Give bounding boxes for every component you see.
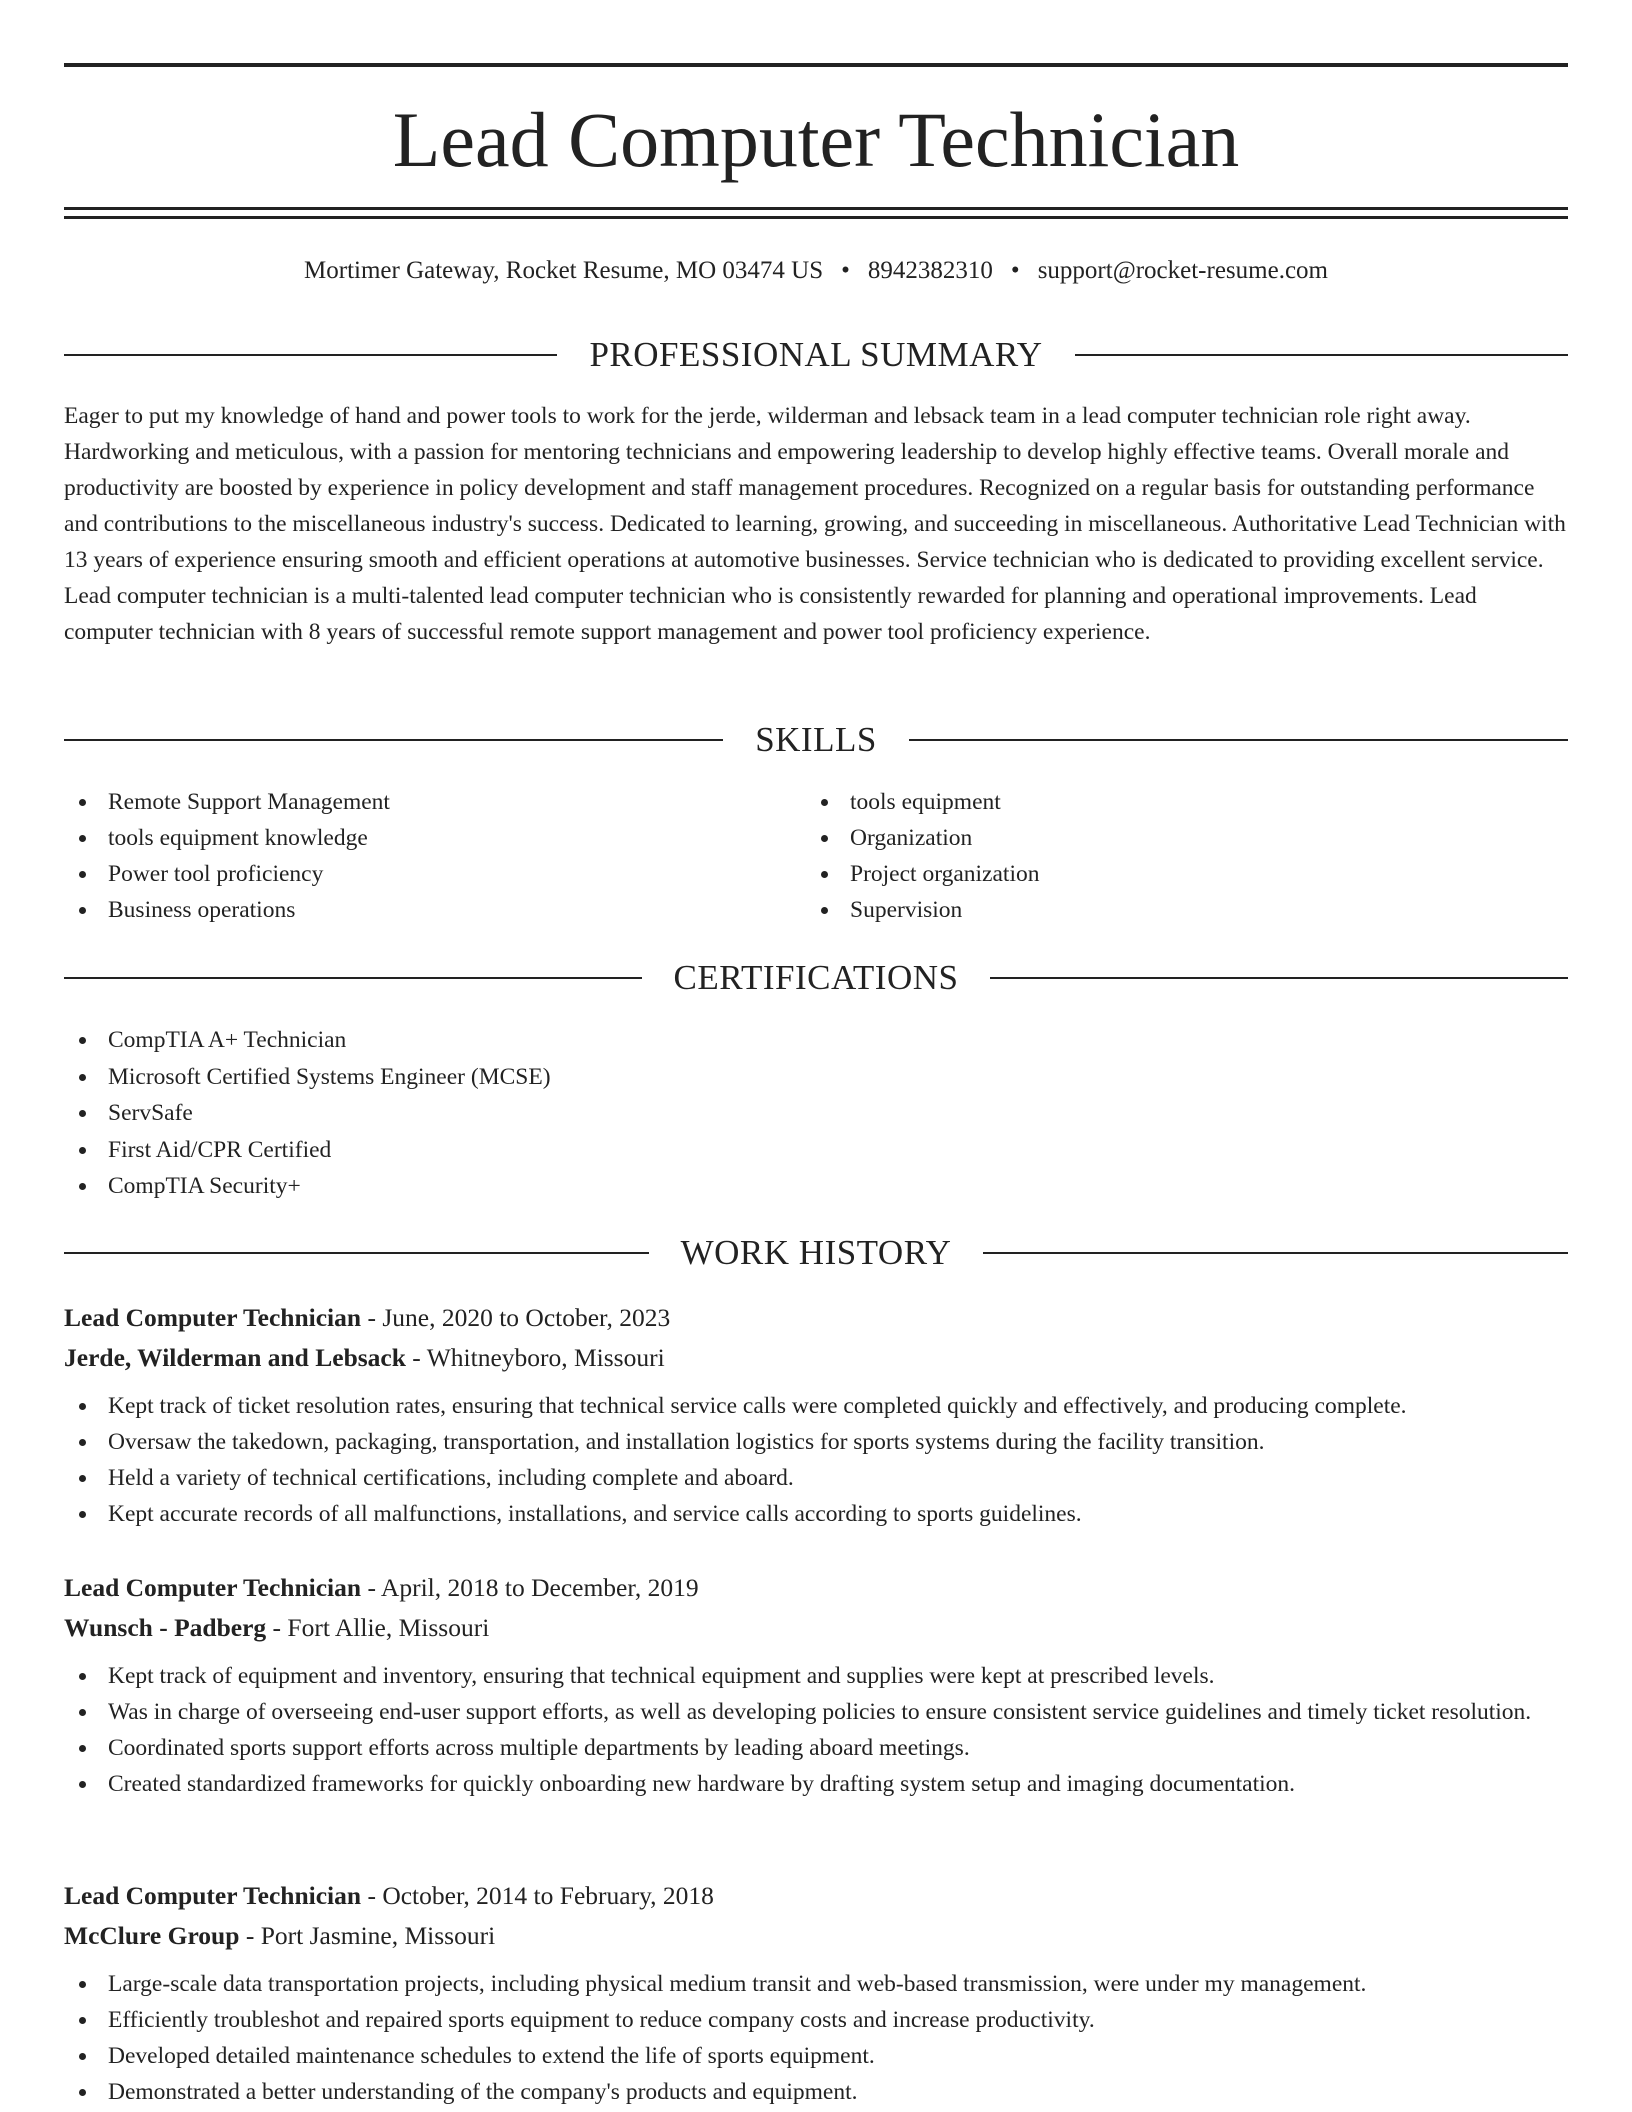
job-title: Lead Computer Technician [64,1303,362,1332]
skills-list-left [64,784,764,928]
heading-rule [990,977,1568,979]
job-entry [64,1876,1568,2110]
certification-item: CompTIA A+ Technician [64,1022,1568,1059]
job-company-line: Wunsch - Padberg - Fort Allie, Missouri [64,1613,490,1642]
certification-item: First Aid/CPR Certified [64,1132,1568,1169]
skill-item: tools equipment [806,784,1506,820]
contact-phone: 8942382310 [867,257,993,284]
job-bullet: Efficiently troubleshot and repaired sports equipment to reduce company costs and increase productivity. [64,2002,1568,2038]
job-bullet: Developed detailed maintenance schedules to extend the life of sports equipment. [64,2038,1568,2074]
certifications-list [64,1022,1568,1205]
job-bullet: Created standardized frameworks for quickly onboarding new hardware by drafting system setup and imaging documentation. [64,1766,1568,1802]
section-heading-work-history [64,1233,1568,1273]
skill-item: Supervision [806,892,1506,928]
job-location: Fort Allie, Missouri [287,1613,490,1642]
job-bullet: Coordinated sports support efforts across multiple departments by leading aboard meetings. [64,1730,1568,1766]
heading-rule [64,739,723,741]
skill-item: Organization [806,820,1506,856]
contact-address: Mortimer Gateway, Rocket Resume, MO 03474 US [304,257,824,284]
heading-rule [64,1252,649,1254]
job-entry [64,1298,1568,1532]
job-company: Jerde, Wilderman and Lebsack [64,1343,406,1372]
skills-list-right [806,784,1506,928]
certification-item: ServSafe [64,1095,1568,1132]
job-dates: April, 2018 to December, 2019 [380,1573,699,1602]
job-company: Wunsch - Padberg [64,1613,267,1642]
job-title: Lead Computer Technician [64,1881,362,1910]
job-title-line: Lead Computer Technician - June, 2020 to October, 2023 [64,1303,671,1332]
section-heading-skills [64,720,1568,760]
job-bullet: Was in charge of overseeing end-user support efforts, as well as developing policies to ensure consistent service guidelines and timely ticket resolution. [64,1694,1568,1730]
job-bullets [64,1658,1568,1802]
heading-rule [64,354,557,356]
header-top-rule [64,63,1568,67]
contact-line [64,254,1568,288]
job-title-line: Lead Computer Technician - April, 2018 to December, 2019 [64,1573,699,1602]
summary-text: Eager to put my knowledge of hand and power tools to work for the jerde, wilderman and lebsack team in a lead computer technician role right away. Hardworking and meticulous, with a passion for mentoring technicians and empowering leadership to develop highly effective teams. Overall morale and productivity are boosted by experience in policy development and staff management procedures. Recognized on a regular basis for outstanding performance and contributions to the miscellaneous industry's success. Dedicated to learning, growing, and succeeding in miscellaneous. Authoritative Lead Technician with 13 years of experience ensuring smooth and efficient operations at automotive businesses. Service technician who is dedicated to providing excellent service. Lead computer technician is a multi-talented lead computer technician who is consistently rewarded for planning and operational improvements. Lead computer technician with 8 years of successful remote support management and power tool proficiency experience. [64,403,1566,645]
job-company: McClure Group [64,1921,240,1950]
job-location: Whitneyboro, Missouri [426,1343,665,1372]
job-bullet: Oversaw the takedown, packaging, transportation, and installation logistics for sports systems during the facility transition. [64,1424,1568,1460]
heading-label: WORK HISTORY [680,1233,952,1272]
skill-item: Remote Support Management [64,784,764,820]
heading-label: SKILLS [755,720,877,759]
header-double-rule-lower [64,216,1568,219]
resume-name: Lead Computer Technician [392,96,1240,183]
job-bullet: Held a variety of technical certifications, including complete and aboard. [64,1460,1568,1496]
skill-item: tools equipment knowledge [64,820,764,856]
job-bullet: Kept track of equipment and inventory, ensuring that technical equipment and supplies were kept at prescribed levels. [64,1658,1568,1694]
job-bullet: Kept track of ticket resolution rates, ensuring that technical service calls were completed quickly and effectively, and producing complete. [64,1388,1568,1424]
job-company-line: Jerde, Wilderman and Lebsack - Whitneyboro, Missouri [64,1343,665,1372]
heading-rule [983,1252,1568,1254]
skill-item: Power tool proficiency [64,856,764,892]
heading-label: PROFESSIONAL SUMMARY [589,335,1043,374]
section-heading-summary [64,335,1568,375]
job-company-line: McClure Group - Port Jasmine, Missouri [64,1921,496,1950]
job-dates: October, 2014 to February, 2018 [382,1881,714,1910]
job-location: Port Jasmine, Missouri [260,1921,496,1950]
heading-rule [1075,354,1568,356]
heading-rule [64,977,642,979]
certification-item: Microsoft Certified Systems Engineer (MCSE) [64,1059,1568,1096]
job-bullets [64,1966,1568,2110]
header-double-rule-upper [64,207,1568,210]
contact-separator: • [1010,257,1020,284]
contact-separator: • [841,257,850,284]
job-bullets [64,1388,1568,1532]
heading-label: CERTIFICATIONS [673,958,959,997]
job-title: Lead Computer Technician [64,1573,362,1602]
skill-item: Business operations [64,892,764,928]
section-heading-certifications [64,958,1568,998]
job-bullet: Large-scale data transportation projects, including physical medium transit and web-based transmission, were under my management. [64,1966,1568,2002]
job-bullet: Demonstrated a better understanding of the company's products and equipment. [64,2074,1568,2110]
job-title-line: Lead Computer Technician - October, 2014 to February, 2018 [64,1881,714,1910]
job-bullet: Kept accurate records of all malfunctions, installations, and service calls according to sports guidelines. [64,1496,1568,1532]
job-dates: June, 2020 to October, 2023 [382,1303,671,1332]
job-entry [64,1568,1568,1802]
contact-email: support@rocket-resume.com [1037,257,1328,284]
skill-item: Project organization [806,856,1506,892]
certification-item: CompTIA Security+ [64,1168,1568,1205]
heading-rule [909,739,1568,741]
